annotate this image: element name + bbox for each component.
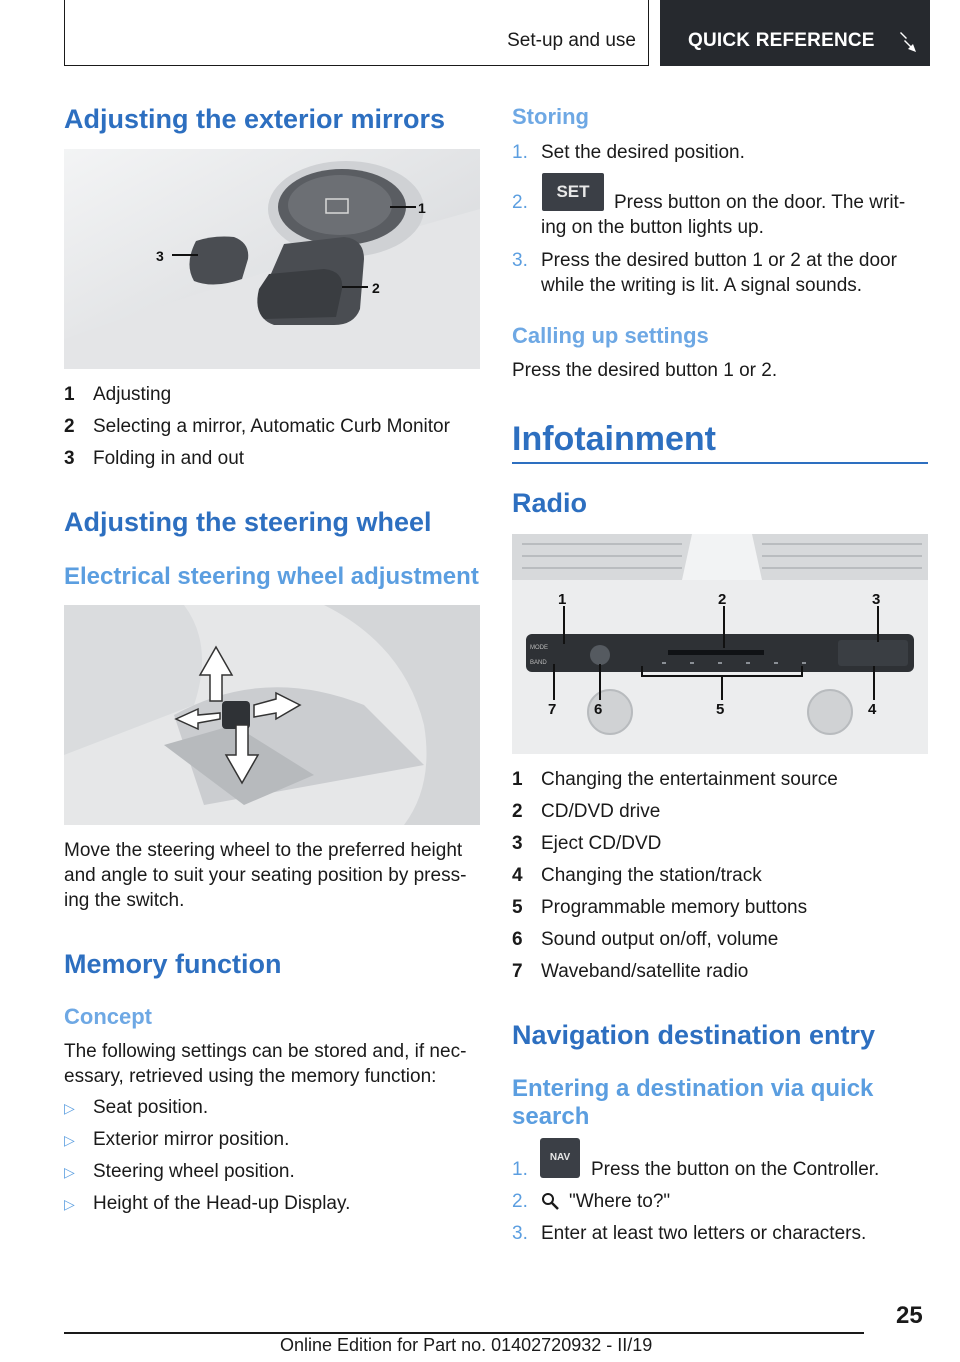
footer-edition: Online Edition for Part no. 01402720932 - II/19 bbox=[280, 1335, 653, 1355]
radio-panel-image bbox=[512, 534, 928, 754]
header-section-title: Set-up and use bbox=[507, 30, 636, 51]
bullet-icon: ▷ bbox=[64, 1164, 75, 1180]
mirror-item-3-num: 3 bbox=[64, 448, 75, 469]
page-number: 25 bbox=[896, 1302, 923, 1329]
memory-bullet-1: Seat position. bbox=[93, 1097, 209, 1118]
header-quick-reference-tab[interactable] bbox=[660, 0, 930, 66]
mode-label: MODE bbox=[530, 645, 548, 651]
calling-heading: Calling up settings bbox=[512, 323, 709, 348]
radio-item-2-label: CD/DVD drive bbox=[541, 801, 661, 822]
mirror-item-1-label: Adjusting bbox=[93, 384, 172, 405]
nav-step-2-text: "Where to?" bbox=[569, 1191, 671, 1212]
mirror-callout-3: 3 bbox=[156, 248, 164, 264]
quick-reference-icon bbox=[896, 30, 920, 54]
bullet-icon: ▷ bbox=[64, 1132, 75, 1148]
steering-switch-image bbox=[64, 605, 480, 825]
bullet-icon: ▷ bbox=[64, 1100, 75, 1116]
radio-item-7-label: Waveband/satellite radio bbox=[541, 961, 749, 982]
radio-item-1-label: Changing the entertainment source bbox=[541, 769, 838, 790]
nav-step-2-num: 2. bbox=[512, 1191, 528, 1212]
storing-step-3-text: Press the desired button 1 or 2 at the door bbox=[541, 250, 897, 271]
memory-bullet-3: Steering wheel position. bbox=[93, 1161, 295, 1182]
infotainment-rule bbox=[512, 462, 928, 464]
set-button-icon: SET bbox=[542, 173, 604, 211]
radio-item-6-num: 6 bbox=[512, 929, 523, 950]
nav-step-3-num: 3. bbox=[512, 1223, 528, 1244]
radio-item-7-num: 7 bbox=[512, 961, 523, 982]
radio-item-4-num: 4 bbox=[512, 865, 523, 886]
mirror-item-3-label: Folding in and out bbox=[93, 448, 245, 469]
nav-step-1-text: Press the button on the Controller. bbox=[591, 1159, 880, 1180]
svg-text:3: 3 bbox=[872, 591, 881, 608]
steering-subheading: Electrical steering wheel adjustment bbox=[64, 563, 479, 590]
storing-step-3-text-2: while the writing is lit. A signal sounds. bbox=[541, 275, 863, 296]
memory-bullet-2: Exterior mirror position. bbox=[93, 1129, 290, 1150]
radio-item-2-num: 2 bbox=[512, 801, 523, 822]
storing-step-1-text: Set the desired position. bbox=[541, 142, 745, 163]
band-label: BAND bbox=[530, 660, 547, 666]
concept-heading: Concept bbox=[64, 1004, 152, 1029]
radio-item-5-num: 5 bbox=[512, 897, 523, 918]
nav-button-icon: NAV bbox=[540, 1138, 580, 1178]
search-icon bbox=[541, 1192, 561, 1212]
navigation-heading: Navigation destination entry bbox=[512, 1020, 876, 1050]
nav-step-1-num: 1. bbox=[512, 1159, 528, 1180]
nav-step-3-text: Enter at least two letters or characters. bbox=[541, 1223, 867, 1244]
svg-text:6: 6 bbox=[594, 701, 603, 718]
steering-heading: Adjusting the steering wheel bbox=[64, 507, 432, 537]
radio-item-3-label: Eject CD/DVD bbox=[541, 833, 662, 854]
radio-item-3-num: 3 bbox=[512, 833, 523, 854]
mirror-item-1-num: 1 bbox=[64, 384, 75, 405]
mirrors-heading: Adjusting the exterior mirrors bbox=[64, 104, 446, 134]
bullet-icon: ▷ bbox=[64, 1196, 75, 1212]
mirror-controls-image bbox=[64, 149, 480, 369]
svg-text:2: 2 bbox=[718, 591, 727, 608]
navigation-subheading-2: search bbox=[512, 1103, 590, 1130]
memory-bullet-4: Height of the Head-up Display. bbox=[93, 1193, 351, 1214]
svg-text:4: 4 bbox=[868, 701, 877, 718]
mirror-callout-1: 1 bbox=[418, 200, 426, 216]
mirror-callout-2: 2 bbox=[372, 280, 380, 296]
calling-text: Press the desired button 1 or 2. bbox=[512, 360, 778, 381]
storing-heading: Storing bbox=[512, 104, 589, 129]
memory-heading: Memory function bbox=[64, 949, 282, 979]
storing-step-2-num: 2. bbox=[512, 192, 528, 213]
mirror-item-2-num: 2 bbox=[64, 416, 75, 437]
storing-step-2-text-2: ing on the button lights up. bbox=[541, 217, 764, 238]
radio-item-1-num: 1 bbox=[512, 769, 523, 790]
header-section-box bbox=[64, 0, 649, 66]
radio-item-6-label: Sound output on/off, volume bbox=[541, 929, 779, 950]
svg-text:7: 7 bbox=[548, 701, 557, 718]
navigation-subheading-1: Entering a destination via quick bbox=[512, 1075, 874, 1102]
radio-item-5-label: Programmable memory buttons bbox=[541, 897, 808, 918]
radio-item-4-label: Changing the station/track bbox=[541, 865, 762, 886]
radio-heading: Radio bbox=[512, 488, 588, 518]
storing-step-1-num: 1. bbox=[512, 142, 528, 163]
steering-text: Move the steering wheel to the preferred height and angle to suit your seating position by press‐ ing the switch. bbox=[64, 840, 467, 911]
storing-step-2-text: Press button on the door. The writ‐ bbox=[614, 192, 906, 213]
infotainment-heading: Infotainment bbox=[512, 420, 716, 458]
concept-text: The following settings can be stored and, if nec‐ essary, retrieved using the memory function: bbox=[64, 1041, 467, 1087]
quick-reference-label: QUICK REFERENCE bbox=[688, 30, 875, 51]
svg-text:1: 1 bbox=[558, 591, 567, 608]
storing-step-3-num: 3. bbox=[512, 250, 528, 271]
mirror-item-2-label: Selecting a mirror, Automatic Curb Monitor bbox=[93, 416, 450, 437]
svg-text:5: 5 bbox=[716, 701, 725, 718]
footer-rule bbox=[64, 1332, 864, 1334]
